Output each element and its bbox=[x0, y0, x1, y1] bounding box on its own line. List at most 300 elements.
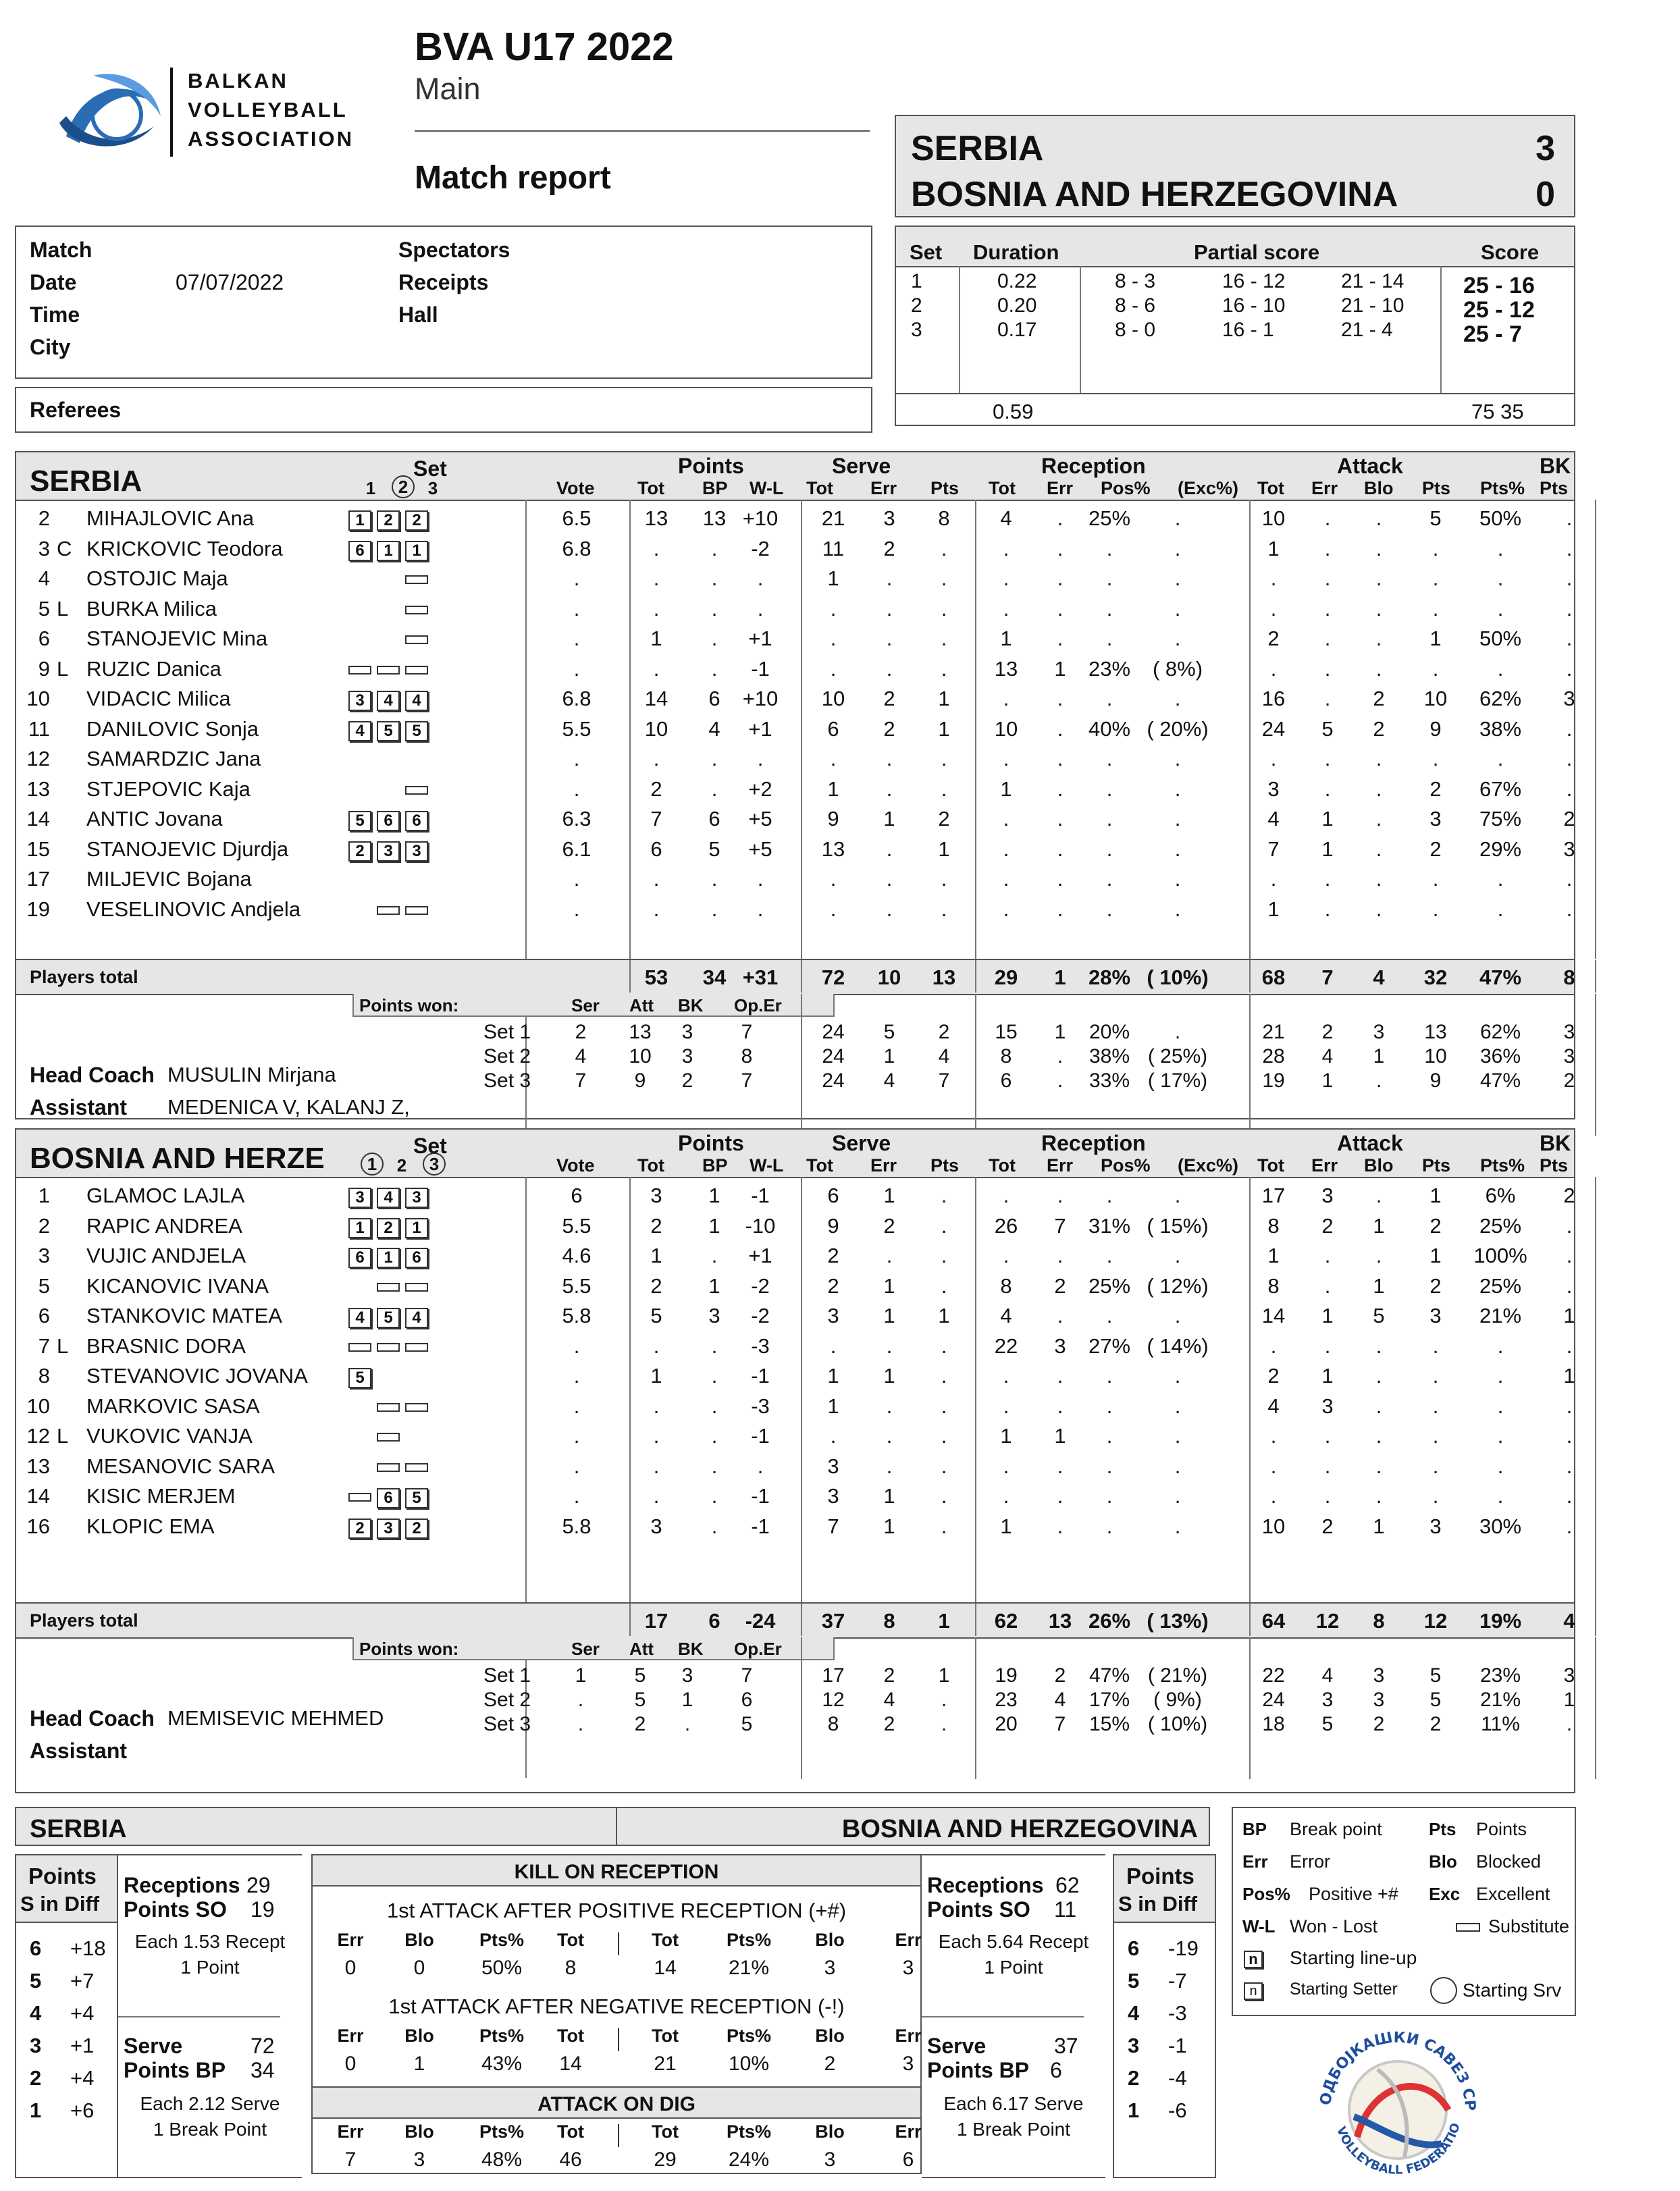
sets-cell-p1: 8 - 6 bbox=[1115, 294, 1156, 317]
starting-position: 1 bbox=[348, 1218, 371, 1238]
head-coach-label: Head Coach bbox=[30, 1063, 155, 1087]
stat-vote: 6.1 bbox=[562, 837, 592, 861]
stat-spts: . bbox=[941, 1364, 947, 1388]
kill-divider bbox=[618, 2124, 619, 2147]
stat-spts: 2 bbox=[938, 807, 950, 830]
subheader-vote: Vote bbox=[556, 1155, 595, 1176]
points-so-value: 19 bbox=[251, 1897, 275, 1922]
team-box bbox=[15, 451, 1575, 1119]
stat-rexc: ( 20%) bbox=[1147, 716, 1209, 741]
stat-bk: 3 bbox=[1563, 837, 1575, 861]
each-recept: Each 5.64 Recept bbox=[938, 1931, 1089, 1952]
stat-apct: . bbox=[1497, 566, 1504, 590]
stat-apct: 21% bbox=[1479, 1304, 1522, 1327]
stat-apts: 3 bbox=[1429, 1514, 1442, 1538]
player-sets bbox=[348, 1214, 434, 1238]
kill-col-header: Tot bbox=[652, 1930, 679, 1950]
match-label: Match bbox=[30, 238, 93, 262]
player-row bbox=[16, 837, 1574, 867]
stat-wl: +1 bbox=[748, 1244, 772, 1267]
stat-bk: . bbox=[1566, 566, 1573, 590]
sdiff-set: 3 bbox=[1128, 2034, 1140, 2057]
stat-spts: . bbox=[941, 1514, 947, 1538]
stat-wl: . bbox=[757, 897, 764, 921]
set-stat-serr: 4 bbox=[883, 1689, 895, 1711]
stat-spts: . bbox=[941, 627, 947, 650]
stat-wl: . bbox=[757, 1454, 764, 1478]
legend-substitute-icon bbox=[1456, 1923, 1480, 1932]
stat-aerr: 3 bbox=[1321, 1394, 1334, 1418]
stat-rerr: . bbox=[1057, 1364, 1064, 1388]
sets-header-partial: Partial score bbox=[1194, 240, 1320, 264]
stat-spts: . bbox=[941, 1184, 947, 1207]
stat-bk: 2 bbox=[1563, 807, 1575, 830]
stat-tot: . bbox=[653, 656, 660, 681]
set-stat-apts: 13 bbox=[1424, 1021, 1447, 1043]
set-stat-apct: 21% bbox=[1479, 1689, 1521, 1711]
stat-wl: . bbox=[757, 566, 764, 590]
legend-desc: Break point bbox=[1290, 1819, 1382, 1839]
kill-value: 3 bbox=[902, 1957, 914, 1979]
pw-op: 5 bbox=[741, 1713, 753, 1735]
player-row bbox=[16, 1424, 1574, 1454]
stat-ablo: . bbox=[1375, 627, 1382, 650]
score-box bbox=[895, 115, 1575, 217]
stat-aerr: 1 bbox=[1321, 1364, 1334, 1388]
stat-spts: . bbox=[941, 1394, 947, 1418]
stat-apct: 50% bbox=[1479, 506, 1522, 530]
player-row bbox=[16, 537, 1574, 566]
stat-wl: -1 bbox=[751, 1184, 770, 1207]
total-aerr: 7 bbox=[1321, 966, 1334, 989]
total-apts: 12 bbox=[1423, 1609, 1448, 1633]
subheader-blo: Blo bbox=[1364, 478, 1394, 498]
sdiff-set: 6 bbox=[30, 1936, 42, 1960]
player-name: KRICKOVIC Teodora bbox=[86, 536, 283, 560]
legend-lineup: Starting line-up bbox=[1290, 1947, 1417, 1968]
subheader-pos: Pos% bbox=[1101, 478, 1151, 498]
stat-wl: -3 bbox=[751, 1334, 770, 1358]
stat-apct: . bbox=[1497, 1454, 1504, 1478]
kill-value: 0 bbox=[344, 2053, 357, 2075]
pw-op: 7 bbox=[741, 1021, 753, 1043]
player-name: SAMARDZIC Jana bbox=[86, 747, 261, 770]
stat-apts: 9 bbox=[1429, 716, 1442, 741]
set-stat-rtot: 8 bbox=[1000, 1045, 1012, 1067]
subheader-err: Err bbox=[870, 478, 897, 498]
player-number: 12 bbox=[26, 1424, 50, 1448]
player-sets bbox=[348, 687, 434, 711]
stat-aerr: 2 bbox=[1321, 1213, 1334, 1238]
player-name: BRASNIC DORA bbox=[86, 1334, 246, 1358]
substitute-marker bbox=[405, 906, 428, 915]
stat-vote: . bbox=[573, 867, 580, 891]
stat-rpos: 27% bbox=[1088, 1334, 1131, 1358]
player-sets bbox=[348, 566, 434, 591]
kill-col-header: Blo bbox=[815, 2026, 845, 2046]
stat-ablo: . bbox=[1375, 1364, 1382, 1388]
sdiff-value: +4 bbox=[70, 2001, 95, 2025]
subheader-tot: Tot bbox=[637, 1155, 664, 1176]
stat-wl: -2 bbox=[751, 1273, 770, 1298]
stat-atot: 17 bbox=[1261, 1184, 1286, 1207]
stat-bk: . bbox=[1566, 656, 1573, 681]
set-stat-abk: 3 bbox=[1563, 1045, 1575, 1067]
stat-vote: 4.6 bbox=[562, 1244, 592, 1267]
stat-ablo: . bbox=[1375, 897, 1382, 921]
stat-atot: 10 bbox=[1261, 1514, 1286, 1538]
referees-box bbox=[15, 387, 872, 433]
stat-wl: -1 bbox=[751, 1364, 770, 1388]
substitute-marker bbox=[405, 635, 428, 644]
total-stot: 72 bbox=[821, 966, 845, 989]
stat-apct: . bbox=[1497, 867, 1504, 891]
stat-stot: 3 bbox=[827, 1484, 839, 1508]
subheader-blo: Blo bbox=[1364, 1155, 1394, 1176]
serve-label: Serve bbox=[927, 2034, 987, 2058]
stat-rexc: ( 12%) bbox=[1147, 1273, 1209, 1298]
set-stat-stot: 17 bbox=[822, 1664, 845, 1687]
bk-header: BK bbox=[1540, 1131, 1571, 1155]
stat-serr: 1 bbox=[883, 807, 895, 830]
kill-on-reception bbox=[311, 1854, 922, 2104]
stat-rexc: . bbox=[1174, 867, 1181, 891]
stat-apts: 1 bbox=[1429, 627, 1442, 650]
kill-col-header: Err bbox=[337, 2121, 364, 2142]
bk-header: BK bbox=[1540, 454, 1571, 478]
date-value: 07/07/2022 bbox=[176, 270, 284, 294]
stat-bk: . bbox=[1566, 1424, 1573, 1448]
stat-stot: . bbox=[830, 627, 837, 650]
stat-rexc: . bbox=[1174, 837, 1181, 861]
stat-atot: 2 bbox=[1267, 1364, 1280, 1388]
stat-rerr: . bbox=[1057, 1184, 1064, 1207]
stat-apts: . bbox=[1432, 867, 1439, 891]
pw-ser: 7 bbox=[575, 1070, 587, 1092]
stat-rtot: 22 bbox=[994, 1334, 1018, 1358]
pw-ser: 1 bbox=[575, 1664, 587, 1687]
dig-title: ATTACK ON DIG bbox=[537, 2093, 695, 2115]
kill-col-header: Blo bbox=[815, 1930, 845, 1950]
set-stat-rexc: ( 17%) bbox=[1147, 1070, 1208, 1092]
set-stat-ablo: 3 bbox=[1373, 1021, 1385, 1043]
total-score: 75 35 bbox=[1471, 400, 1524, 423]
player-row bbox=[16, 687, 1574, 716]
stat-serr: . bbox=[886, 566, 893, 590]
kill-value: 14 bbox=[559, 2053, 582, 2075]
stat-bp: . bbox=[711, 776, 718, 801]
set-stat-serr: 4 bbox=[883, 1070, 895, 1092]
fed-logo-bottom-text: VOLLEYBALL FEDERATIO bbox=[1333, 2121, 1463, 2177]
stat-rexc: . bbox=[1174, 1304, 1181, 1327]
logo-text-3: ASSOCIATION bbox=[188, 127, 354, 151]
stat-apts: . bbox=[1432, 1484, 1439, 1508]
set-stat-abk: 3 bbox=[1563, 1021, 1575, 1043]
pw-header: Ser bbox=[571, 995, 600, 1015]
stat-wl: -1 bbox=[751, 1484, 770, 1508]
stat-rexc: . bbox=[1174, 1484, 1181, 1508]
stat-tot: . bbox=[653, 1424, 660, 1448]
stat-rexc: . bbox=[1174, 1424, 1181, 1448]
sets-total bbox=[895, 394, 1575, 426]
player-name: RUZIC Danica bbox=[86, 656, 221, 681]
stat-rtot: 8 bbox=[1000, 1273, 1012, 1298]
player-sets bbox=[348, 747, 434, 771]
stat-aerr: . bbox=[1324, 1484, 1331, 1508]
stat-bp: . bbox=[711, 1454, 718, 1478]
stat-stot: 1 bbox=[827, 1394, 839, 1418]
player-number: 5 bbox=[38, 1273, 50, 1298]
player-row bbox=[16, 747, 1574, 776]
stat-ablo: . bbox=[1375, 747, 1382, 770]
set-stat-abk: . bbox=[1566, 1713, 1573, 1735]
subheader-pts: Pts bbox=[930, 1155, 960, 1176]
stat-tot: . bbox=[653, 536, 660, 560]
team-name: BOSNIA AND HERZE bbox=[30, 1142, 325, 1175]
pw-header: BK bbox=[678, 995, 704, 1015]
stat-atot: 1 bbox=[1267, 536, 1280, 560]
stat-tot: . bbox=[653, 897, 660, 921]
stat-spts: 1 bbox=[938, 687, 950, 710]
sdiff-set: 6 bbox=[1128, 1936, 1140, 1960]
stat-rtot: . bbox=[1003, 1244, 1009, 1267]
set-stat-atot: 18 bbox=[1262, 1713, 1285, 1735]
total-atot: 64 bbox=[1261, 1609, 1286, 1633]
stat-aerr: . bbox=[1324, 1244, 1331, 1267]
stat-vote: 5.8 bbox=[562, 1514, 592, 1538]
substitute-marker bbox=[405, 1343, 428, 1352]
stat-apct: . bbox=[1497, 656, 1504, 681]
legend-abbr: Blo bbox=[1429, 1851, 1457, 1872]
stat-atot: 24 bbox=[1261, 716, 1286, 741]
set-stat-apct: 47% bbox=[1479, 1070, 1521, 1092]
stat-apts: . bbox=[1432, 656, 1439, 681]
stat-aerr: 1 bbox=[1321, 837, 1334, 861]
kill-col-header: Err bbox=[895, 2121, 922, 2142]
subheader-pts: Pts bbox=[1422, 1155, 1451, 1176]
stat-tot: . bbox=[653, 1334, 660, 1358]
starting-position: 5 bbox=[377, 721, 400, 741]
pw-bk: 1 bbox=[681, 1689, 693, 1711]
stat-tot: 2 bbox=[650, 1273, 662, 1298]
subheader-err: Err bbox=[1311, 478, 1338, 498]
starting-position: 4 bbox=[377, 1188, 400, 1208]
stat-atot: 4 bbox=[1267, 807, 1280, 830]
stat-atot: 1 bbox=[1267, 1244, 1280, 1267]
set-header: Set bbox=[413, 456, 447, 481]
stat-bk: . bbox=[1566, 596, 1573, 621]
stat-rexc: . bbox=[1174, 1184, 1181, 1207]
stat-vote: 5.5 bbox=[562, 716, 592, 741]
stat-apts: 1 bbox=[1429, 1184, 1442, 1207]
stat-apct: 6% bbox=[1485, 1184, 1516, 1207]
stat-apct: . bbox=[1497, 536, 1504, 560]
points-bp-label: Points BP bbox=[927, 2058, 1030, 2082]
stat-rtot: 13 bbox=[994, 656, 1018, 681]
stat-spts: . bbox=[941, 536, 947, 560]
kill-value: 21% bbox=[728, 1957, 770, 1979]
stat-rerr: . bbox=[1057, 566, 1064, 590]
stat-rtot: 4 bbox=[1000, 506, 1012, 530]
substitute-marker bbox=[405, 666, 428, 675]
player-sets bbox=[348, 506, 434, 531]
set-stat-rpos: 33% bbox=[1088, 1070, 1130, 1092]
kill-value: 48% bbox=[481, 2148, 523, 2171]
stat-rpos: 25% bbox=[1088, 506, 1131, 530]
stat-bk: . bbox=[1566, 1454, 1573, 1478]
stat-rtot: . bbox=[1003, 687, 1009, 710]
sdiff-title: S in Diff bbox=[1118, 1892, 1198, 1916]
legend-desc: Substitute bbox=[1488, 1916, 1570, 1936]
kill-value: 46 bbox=[559, 2148, 582, 2171]
stat-atot: 14 bbox=[1261, 1304, 1286, 1327]
player-sets bbox=[348, 537, 434, 561]
each-recept-point: 1 Point bbox=[984, 1957, 1043, 1978]
starting-position: 2 bbox=[377, 510, 400, 531]
stat-stot: . bbox=[830, 656, 837, 681]
stat-wl: . bbox=[757, 747, 764, 770]
stat-rerr: . bbox=[1057, 837, 1064, 861]
stat-tot: . bbox=[653, 1454, 660, 1478]
total-duration: 0.59 bbox=[993, 400, 1034, 423]
set-stat-aerr: 3 bbox=[1321, 1689, 1334, 1711]
pw-bk: 2 bbox=[681, 1070, 693, 1092]
total-bp: 34 bbox=[702, 966, 727, 989]
stat-aerr: . bbox=[1324, 596, 1331, 621]
stat-tot: 2 bbox=[650, 776, 662, 801]
each-recept-point: 1 Point bbox=[180, 1957, 240, 1978]
stat-spts: . bbox=[941, 596, 947, 621]
kill-value: 3 bbox=[902, 2053, 914, 2075]
sdiff-set: 1 bbox=[30, 2098, 42, 2122]
stat-ablo: . bbox=[1375, 536, 1382, 560]
stat-bk: . bbox=[1566, 506, 1573, 530]
sets-cell-p3: 21 - 14 bbox=[1341, 270, 1405, 292]
set-stat-serr: 5 bbox=[883, 1021, 895, 1043]
legend-desc: Points bbox=[1476, 1819, 1527, 1839]
stat-rpos: . bbox=[1106, 807, 1113, 830]
stat-serr: 2 bbox=[883, 716, 895, 741]
stat-rexc: . bbox=[1174, 566, 1181, 590]
each-serve-point: 1 Break Point bbox=[956, 2119, 1071, 2140]
stat-aerr: 1 bbox=[1321, 807, 1334, 830]
stat-apts: . bbox=[1432, 596, 1439, 621]
substitute-marker bbox=[405, 786, 428, 795]
stat-vote: . bbox=[573, 776, 580, 801]
stat-wl: . bbox=[757, 596, 764, 621]
reception-header: Reception bbox=[1041, 1131, 1146, 1155]
stat-apts: 10 bbox=[1423, 687, 1448, 710]
stat-wl: -1 bbox=[751, 1424, 770, 1448]
bottom-header-bar bbox=[15, 1807, 1210, 1846]
kill-col-header: Err bbox=[337, 2026, 364, 2046]
starting-position: 5 bbox=[405, 1488, 428, 1508]
legend-abbr: Exc bbox=[1429, 1884, 1461, 1904]
subheader-pts: Pts bbox=[1540, 1155, 1569, 1176]
subheader-tot: Tot bbox=[806, 478, 833, 498]
stat-bk: . bbox=[1566, 536, 1573, 560]
stat-aerr: 2 bbox=[1321, 1514, 1334, 1538]
stat-serr: . bbox=[886, 747, 893, 770]
stat-bk: . bbox=[1566, 627, 1573, 650]
stat-vote: . bbox=[573, 656, 580, 681]
stat-apts: 2 bbox=[1429, 1273, 1442, 1298]
player-sets bbox=[348, 1304, 434, 1328]
stat-apct: 67% bbox=[1479, 776, 1522, 801]
starting-position: 5 bbox=[348, 1368, 371, 1388]
stat-rexc: . bbox=[1174, 1454, 1181, 1478]
stat-rtot: 1 bbox=[1000, 1424, 1012, 1448]
player-row bbox=[16, 1394, 1574, 1424]
stat-bp: . bbox=[711, 867, 718, 891]
stat-atot: 3 bbox=[1267, 776, 1280, 801]
set-row-label: Set 3 bbox=[483, 1070, 531, 1092]
stat-atot: 10 bbox=[1261, 506, 1286, 530]
stat-ablo: . bbox=[1375, 807, 1382, 830]
set-stat-rexc: . bbox=[1174, 1021, 1181, 1043]
kill-value: 1 bbox=[413, 2053, 425, 2075]
kill-value: 14 bbox=[654, 1957, 677, 1979]
assistant-name: MEDENICA V, KALANJ Z, bbox=[167, 1095, 410, 1119]
starting-position: 6 bbox=[377, 811, 400, 831]
stat-wl: . bbox=[757, 867, 764, 891]
stat-bk: . bbox=[1566, 747, 1573, 770]
stat-bp: 6 bbox=[708, 687, 720, 710]
stat-rpos: 23% bbox=[1088, 656, 1131, 681]
stat-apct: . bbox=[1497, 747, 1504, 770]
player-row bbox=[16, 807, 1574, 837]
total-wl: -24 bbox=[745, 1609, 776, 1633]
player-row bbox=[16, 657, 1574, 687]
receptions-value: 62 bbox=[1055, 1873, 1080, 1897]
stat-apts: 3 bbox=[1429, 807, 1442, 830]
player-number: 12 bbox=[26, 747, 50, 770]
stat-tot: 7 bbox=[650, 807, 662, 830]
set-col-2: 2 bbox=[396, 1155, 407, 1176]
player-number: 3 bbox=[38, 536, 50, 560]
stat-serr: 2 bbox=[883, 687, 895, 710]
stat-serr: 2 bbox=[883, 1213, 895, 1238]
stat-rtot: . bbox=[1003, 1394, 1009, 1418]
set-row-label: Set 2 bbox=[483, 1045, 531, 1067]
pw-header: Ser bbox=[571, 1639, 600, 1659]
stat-serr: . bbox=[886, 837, 893, 861]
stat-rpos: . bbox=[1106, 596, 1113, 621]
stat-atot: . bbox=[1270, 596, 1277, 621]
player-sets bbox=[348, 717, 434, 741]
legend-abbr: BP bbox=[1242, 1819, 1267, 1839]
kill-col-header: Blo bbox=[815, 2121, 845, 2142]
player-row bbox=[16, 717, 1574, 747]
player-number: 10 bbox=[26, 687, 50, 710]
date-label: Date bbox=[30, 270, 77, 294]
total-rerr: 1 bbox=[1054, 966, 1066, 989]
player-number: 16 bbox=[26, 1514, 50, 1538]
stat-stot: . bbox=[830, 596, 837, 621]
stat-atot: 1 bbox=[1267, 897, 1280, 921]
stat-ablo: 2 bbox=[1373, 687, 1385, 710]
pw-att: 5 bbox=[634, 1689, 646, 1711]
stat-rexc: . bbox=[1174, 1514, 1181, 1538]
stat-atot: . bbox=[1270, 566, 1277, 590]
starting-position: 1 bbox=[377, 541, 400, 561]
stat-apct: . bbox=[1497, 1364, 1504, 1388]
stat-apts: . bbox=[1432, 1394, 1439, 1418]
stat-bp: . bbox=[711, 1424, 718, 1448]
stat-apct: 30% bbox=[1479, 1514, 1522, 1538]
player-row bbox=[16, 566, 1574, 596]
pw-att: 13 bbox=[629, 1021, 652, 1043]
